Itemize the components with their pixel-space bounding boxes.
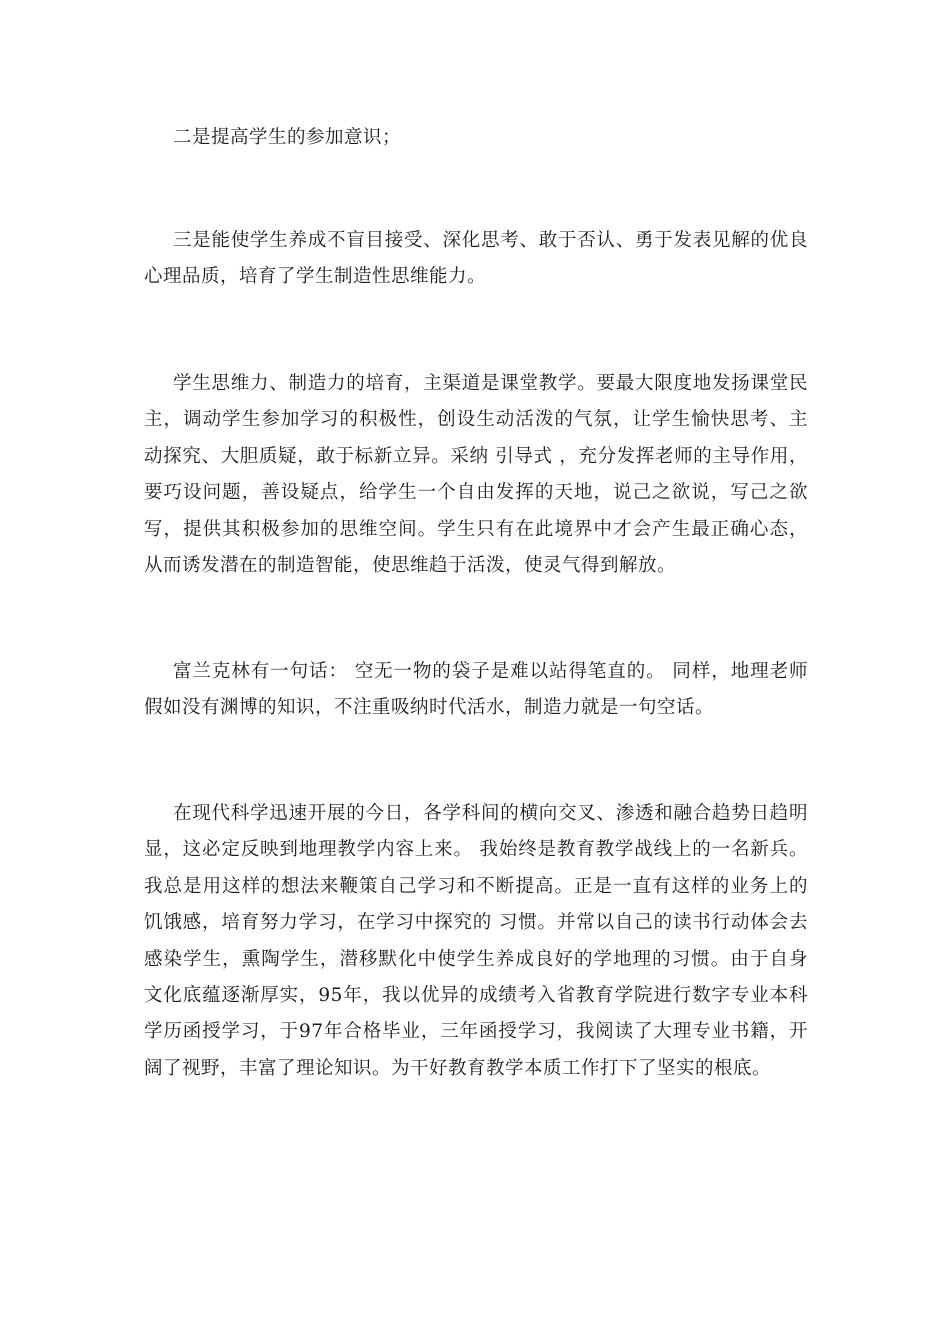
paragraph-self-study: 在现代科学迅速开展的今日，各学科间的横向交叉、渗透和融合趋势日趋明显，这必定反映到地理教学内容上来。 我始终是教育教学战线上的一名新兵。我总是用这样的想法来鞭策自己学习和不断提高。正是一直有这样的业务上的饥饿感，培育努力学习，在学习中探究的 习惯。并常以自己的读书行动体会去感染学生，熏陶学生，潜移默化中使学生养成良好的学地理的习惯。由于自身文化底蕴逐渐厚实，95年，我以优异的成绩考入省教育学院进行数字专业本科学历函授学习，于97年合格毕业，三年函授学习，我阅读了大理专业书籍，开阔了视野，丰富了理论知识。为干好教育教学本质工作打下了坚实的根底。 <box>144 803 808 1079</box>
paragraph-classroom-teaching: 学生思维力、制造力的培育，主渠道是课堂教学。要最大限度地发扬课堂民主，调动学生参加学习的积极性，创设生动活泼的气氛，让学生愉快思考、主动探究、大胆质疑，敢于标新立异。采纳 引导式 ，充分发挥老师的主导作用，要巧设问题，善设疑点，给学生一个自由发挥的天地，说己之欲说，写己之欲写，提供其积极参加的思维空间。学生只有在此境界中才会产生最正确心态，从而诱发潜在的制造智能，使思维趋于活泼，使灵气得到解放。 <box>144 373 808 577</box>
paragraph-psychological-quality: 三是能使学生养成不盲目接受、深化思考、敢于否认、勇于发表见解的优良心理品质，培育了学生制造性思维能力。 <box>144 230 808 288</box>
paragraph-franklin-quote: 富兰克林有一句话： 空无一物的袋子是难以站得笔直的。 同样，地理老师假如没有渊博的知识，不注重吸纳时代活水，制造力就是一句空话。 <box>144 661 808 719</box>
paragraph-participation-awareness: 二是提高学生的参加意识； <box>173 127 402 148</box>
